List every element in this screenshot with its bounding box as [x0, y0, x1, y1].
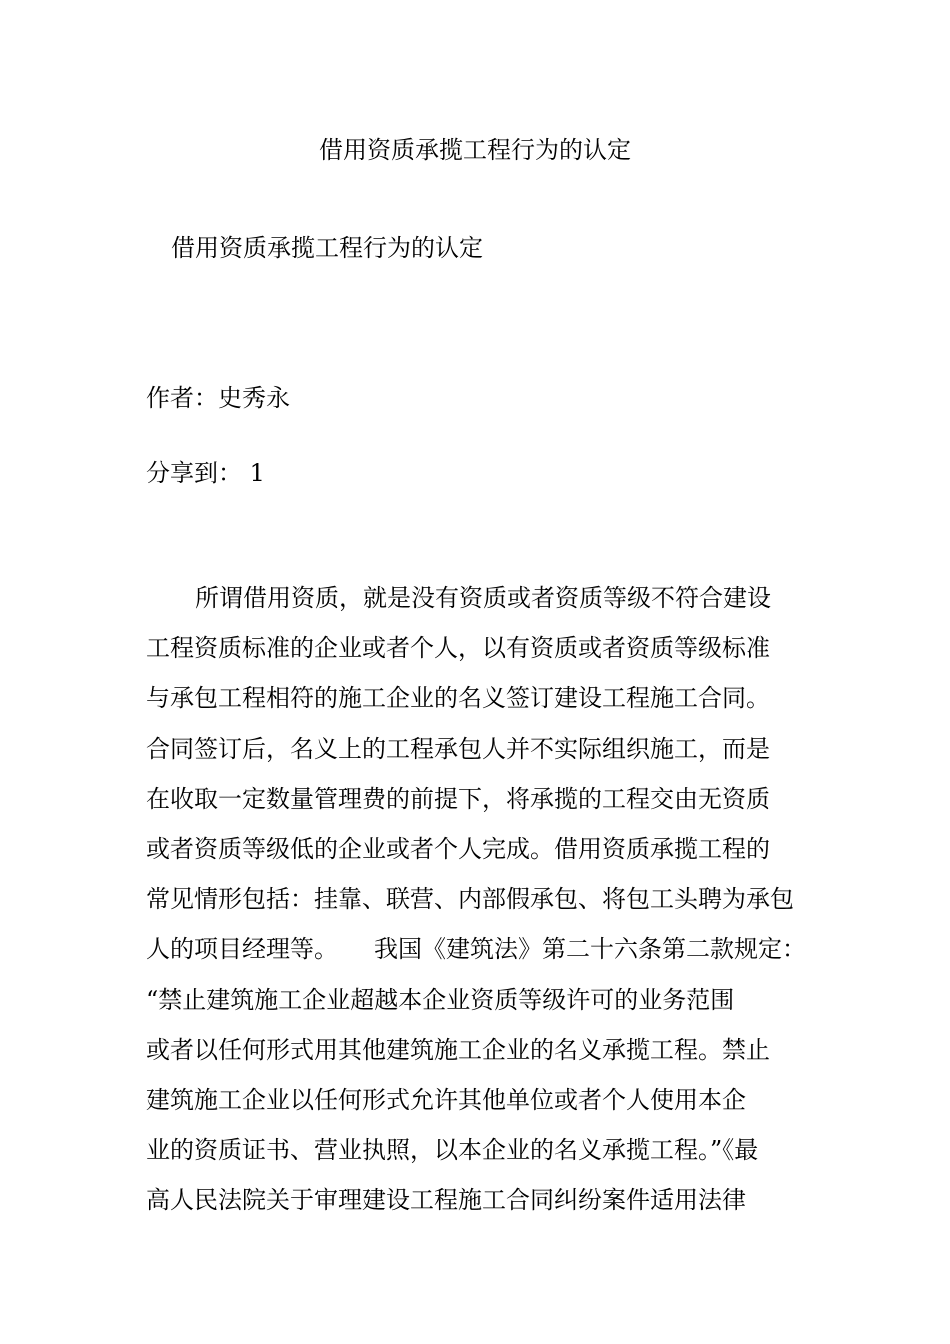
body-text [146, 580, 826, 1232]
body-line: 高人民法院关于审理建设工程施工合同纠纷案件适用法律 [146, 1186, 746, 1215]
body-line: 业的资质证书、营业执照，以本企业的名义承揽工程。”《最 [146, 1136, 759, 1165]
body-line: 建筑施工企业以任何形式允许其他单位或者个人使用本企 [146, 1085, 746, 1114]
body-line: 所谓借用资质，就是没有资质或者资质等级不符合建设 [195, 584, 771, 612]
body-line: 人的项目经理等。 我国《建筑法》第二十六条第二款规定： [146, 935, 806, 964]
author-line: 作者：史秀永 [146, 384, 290, 412]
body-line: 与承包工程相符的施工企业的名义签订建设工程施工合同。 [146, 684, 770, 713]
body-line: 工程资质标准的企业或者个人，以有资质或者资质等级标准 [146, 634, 770, 663]
body-line: “禁止建筑施工企业超越本企业资质等级许可的业务范围 [146, 985, 735, 1014]
body-line: 或者资质等级低的企业或者个人完成。借用资质承揽工程的 [146, 834, 770, 863]
body-line: 在收取一定数量管理费的前提下，将承揽的工程交由无资质 [146, 784, 770, 813]
body-line: 合同签订后，名义上的工程承包人并不实际组织施工，而是 [146, 734, 770, 763]
document-subtitle: 借用资质承揽工程行为的认定 [171, 234, 483, 262]
document-title: 借用资质承揽工程行为的认定 [319, 136, 631, 164]
body-line: 或者以任何形式用其他建筑施工企业的名义承揽工程。禁止 [146, 1035, 770, 1064]
body-line: 常见情形包括：挂靠、联营、内部假承包、将包工头聘为承包 [146, 885, 794, 914]
share-line: 分享到： 1 [146, 459, 265, 487]
